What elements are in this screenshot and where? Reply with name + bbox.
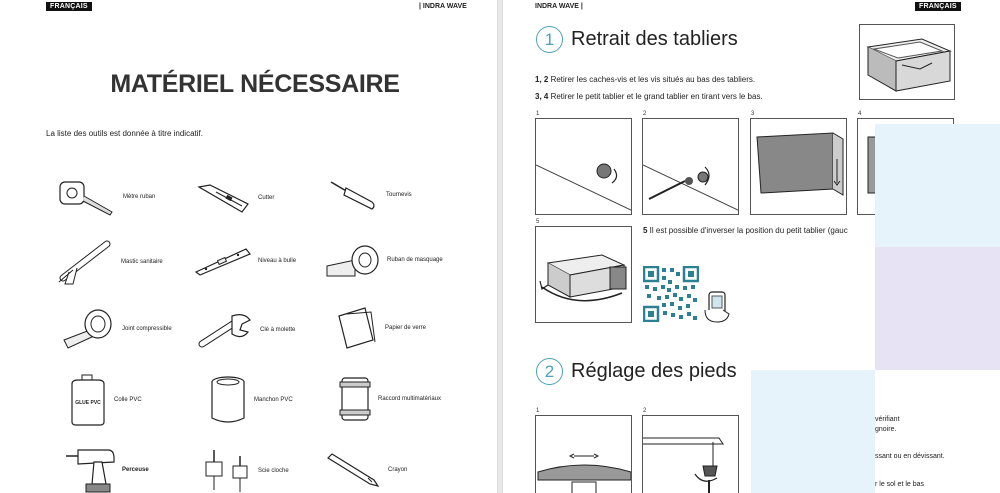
tool-label: Clé à molette: [260, 327, 296, 333]
cutter-icon: [196, 182, 252, 214]
qr-code[interactable]: [643, 266, 699, 322]
section-title: Retrait des tabliers: [571, 28, 738, 50]
overlay-block: [875, 247, 1000, 370]
pvc-glue-icon: [68, 374, 108, 426]
header-brand: INDRA WAVE |: [535, 3, 583, 10]
instruction-line: 1, 2 Retirer les caches-vis et les vis situés au bas des tabliers.: [535, 75, 756, 84]
tool-item: [55, 238, 163, 286]
step-thumb-number: 1: [536, 408, 540, 414]
tool-label: Joint compressible: [122, 326, 172, 332]
partial-instruction: ssant ou en dévissant.: [875, 453, 945, 460]
tool-item: [328, 178, 412, 212]
coupling-icon: [338, 374, 372, 424]
masking-tape-icon: [325, 242, 381, 278]
tool-item: [200, 448, 289, 493]
tool-item: [196, 182, 274, 214]
tool-label: Niveau à bulle: [258, 258, 297, 264]
tool-item: [68, 374, 142, 426]
step-thumb-number: 4: [858, 111, 862, 117]
language-tag: FRANÇAIS: [46, 2, 92, 11]
partial-instruction: gnoire.: [875, 426, 897, 433]
instruction-line: 3, 4 Retirer le petit tablier et le grand tablier en tirant vers le bas.: [535, 92, 763, 101]
tool-label: Manchon PVC: [254, 397, 293, 403]
tool-item: [57, 178, 155, 216]
tool-item: [196, 312, 295, 348]
tool-item: [64, 446, 149, 493]
tool-label: Raccord multimatériaux: [378, 396, 442, 402]
step-number-badge: 1: [536, 26, 563, 53]
overlay-block: [751, 370, 875, 493]
page-title: MATÉRIEL NÉCESSAIRE: [110, 70, 400, 98]
language-tag: FRANÇAIS: [915, 2, 961, 11]
tool-item: [60, 308, 172, 350]
tool-label: Perceuse: [122, 466, 149, 473]
tool-label: Cutter: [258, 195, 275, 201]
step-thumb-number: 2: [643, 111, 647, 117]
sandpaper-icon: [337, 306, 379, 350]
glue-can-label: GLUE PVC: [75, 400, 101, 406]
left-page: [0, 0, 498, 493]
tool-item: [338, 374, 441, 424]
feet-step-2-image: [642, 415, 739, 493]
tool-label: Ruban de masquage: [387, 257, 443, 263]
screwdriver-icon: [328, 178, 380, 212]
section-title: Réglage des pieds: [571, 360, 737, 382]
wrench-icon: [196, 312, 254, 348]
tool-label: Mastic sanitaire: [121, 259, 163, 265]
step-1-image: [535, 118, 632, 215]
pvc-sleeve-icon: [208, 374, 248, 426]
step-thumb-number: 3: [751, 111, 755, 117]
hole-saw-icon: [200, 448, 252, 493]
tool-item: [337, 306, 426, 350]
foam-seal-icon: [60, 308, 116, 350]
tool-label: Colle PVC: [114, 397, 142, 403]
partial-instruction: vérifiant: [875, 416, 900, 423]
partial-instruction: r le sol et le bas: [875, 481, 925, 488]
feet-step-1-image: [535, 415, 632, 493]
spirit-level-icon: [194, 246, 252, 276]
tool-label: Tournevis: [386, 192, 412, 198]
tool-label: Scie cloche: [258, 467, 289, 474]
overlay-block: [875, 124, 1000, 247]
step-5-image: [535, 226, 632, 323]
tool-item: [326, 452, 407, 488]
tape-measure-icon: [57, 178, 117, 216]
instruction-line: 5 Il est possible d'inverser la position du petit tablier (gauc: [643, 226, 848, 235]
tool-label: Crayon: [388, 467, 408, 473]
tool-label: Mètre ruban: [123, 194, 156, 200]
phone-scan-icon: [703, 290, 731, 324]
bathtub-overview-image: [859, 24, 955, 100]
drill-icon: [64, 446, 116, 493]
step-3-image: [750, 118, 847, 215]
pencil-icon: [326, 452, 382, 488]
tool-item: [208, 374, 293, 426]
tool-label: Papier de verre: [385, 325, 427, 331]
intro-text: La liste des outils est donnée à titre indicatif.: [46, 129, 203, 138]
step-thumb-number: 1: [536, 111, 540, 117]
step-thumb-number: 2: [643, 408, 647, 414]
caulk-gun-icon: [55, 238, 115, 286]
header-brand: | INDRA WAVE: [419, 3, 467, 10]
tool-item: [194, 246, 296, 276]
step-2-image: [642, 118, 739, 215]
step-thumb-number: 5: [536, 219, 540, 225]
tool-item: [325, 242, 443, 278]
step-number-badge: 2: [536, 358, 563, 385]
